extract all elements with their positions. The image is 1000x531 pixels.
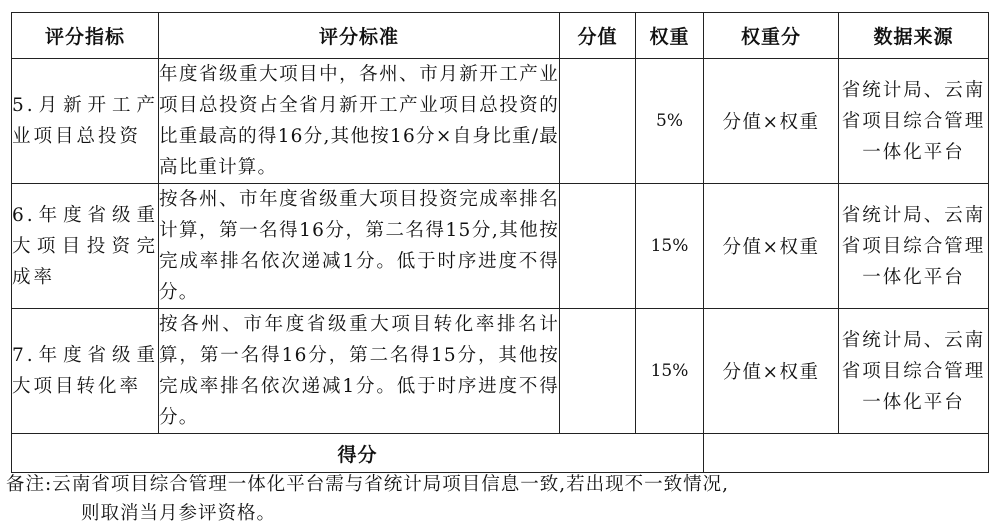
header-source: 数据来源 [839, 13, 989, 59]
weighted-score-cell: 分值×权重 [704, 59, 839, 184]
score-cell [560, 309, 636, 434]
footnote-line-1: 备注:云南省项目综合管理一体化平台需与省统计局项目信息一致,若出现不一致情况, [6, 474, 729, 495]
header-row [12, 13, 989, 59]
source-cell: 省统计局、云南省项目综合管理一体化平台 [839, 184, 989, 309]
header-score: 分值 [560, 13, 636, 59]
header-weighted-score: 权重分 [704, 13, 839, 59]
score-cell [560, 184, 636, 309]
table-row [12, 309, 989, 434]
indicator-cell: 6.年度省级重大项目投资完成率 [12, 184, 159, 309]
criteria-cell: 按各州、市年度省级重大项目转化率排名计算，第一名得16分，第二名得15分，其他按完成率排名依次递减1分。低于时序进度不得分。 [159, 309, 560, 434]
source-cell: 省统计局、云南省项目综合管理一体化平台 [839, 309, 989, 434]
indicator-cell: 5.月新开工产业项目总投资 [12, 59, 159, 184]
score-cell [560, 59, 636, 184]
footnote-line-2: 则取消当月参评资格。 [81, 503, 277, 524]
header-weight: 权重 [636, 13, 704, 59]
weighted-score-cell: 分值×权重 [704, 184, 839, 309]
table-row [12, 184, 989, 309]
criteria-cell: 按各州、市年度省级重大项目投资完成率排名计算，第一名得16分，第二名得15分,其他按完成率排名依次递减1分。低于时序进度不得分。 [159, 184, 560, 309]
source-cell: 省统计局、云南省项目综合管理一体化平台 [839, 59, 989, 184]
weighted-score-cell: 分值×权重 [704, 309, 839, 434]
indicator-cell: 7.年度省级重大项目转化率 [12, 309, 159, 434]
total-label: 得分 [12, 434, 704, 473]
scoring-table [11, 12, 989, 473]
weight-cell: 15% [636, 309, 704, 434]
weight-cell: 15% [636, 184, 704, 309]
header-criteria: 评分标准 [159, 13, 560, 59]
total-row [12, 434, 989, 473]
footnote [6, 470, 991, 528]
total-value [704, 434, 989, 473]
table-row [12, 59, 989, 184]
header-indicator: 评分指标 [12, 13, 159, 59]
criteria-cell: 年度省级重大项目中，各州、市月新开工产业项目总投资占全省月新开工产业项目总投资的比重最高的得16分,其他按16分×自身比重/最高比重计算。 [159, 59, 560, 184]
weight-cell: 5% [636, 59, 704, 184]
